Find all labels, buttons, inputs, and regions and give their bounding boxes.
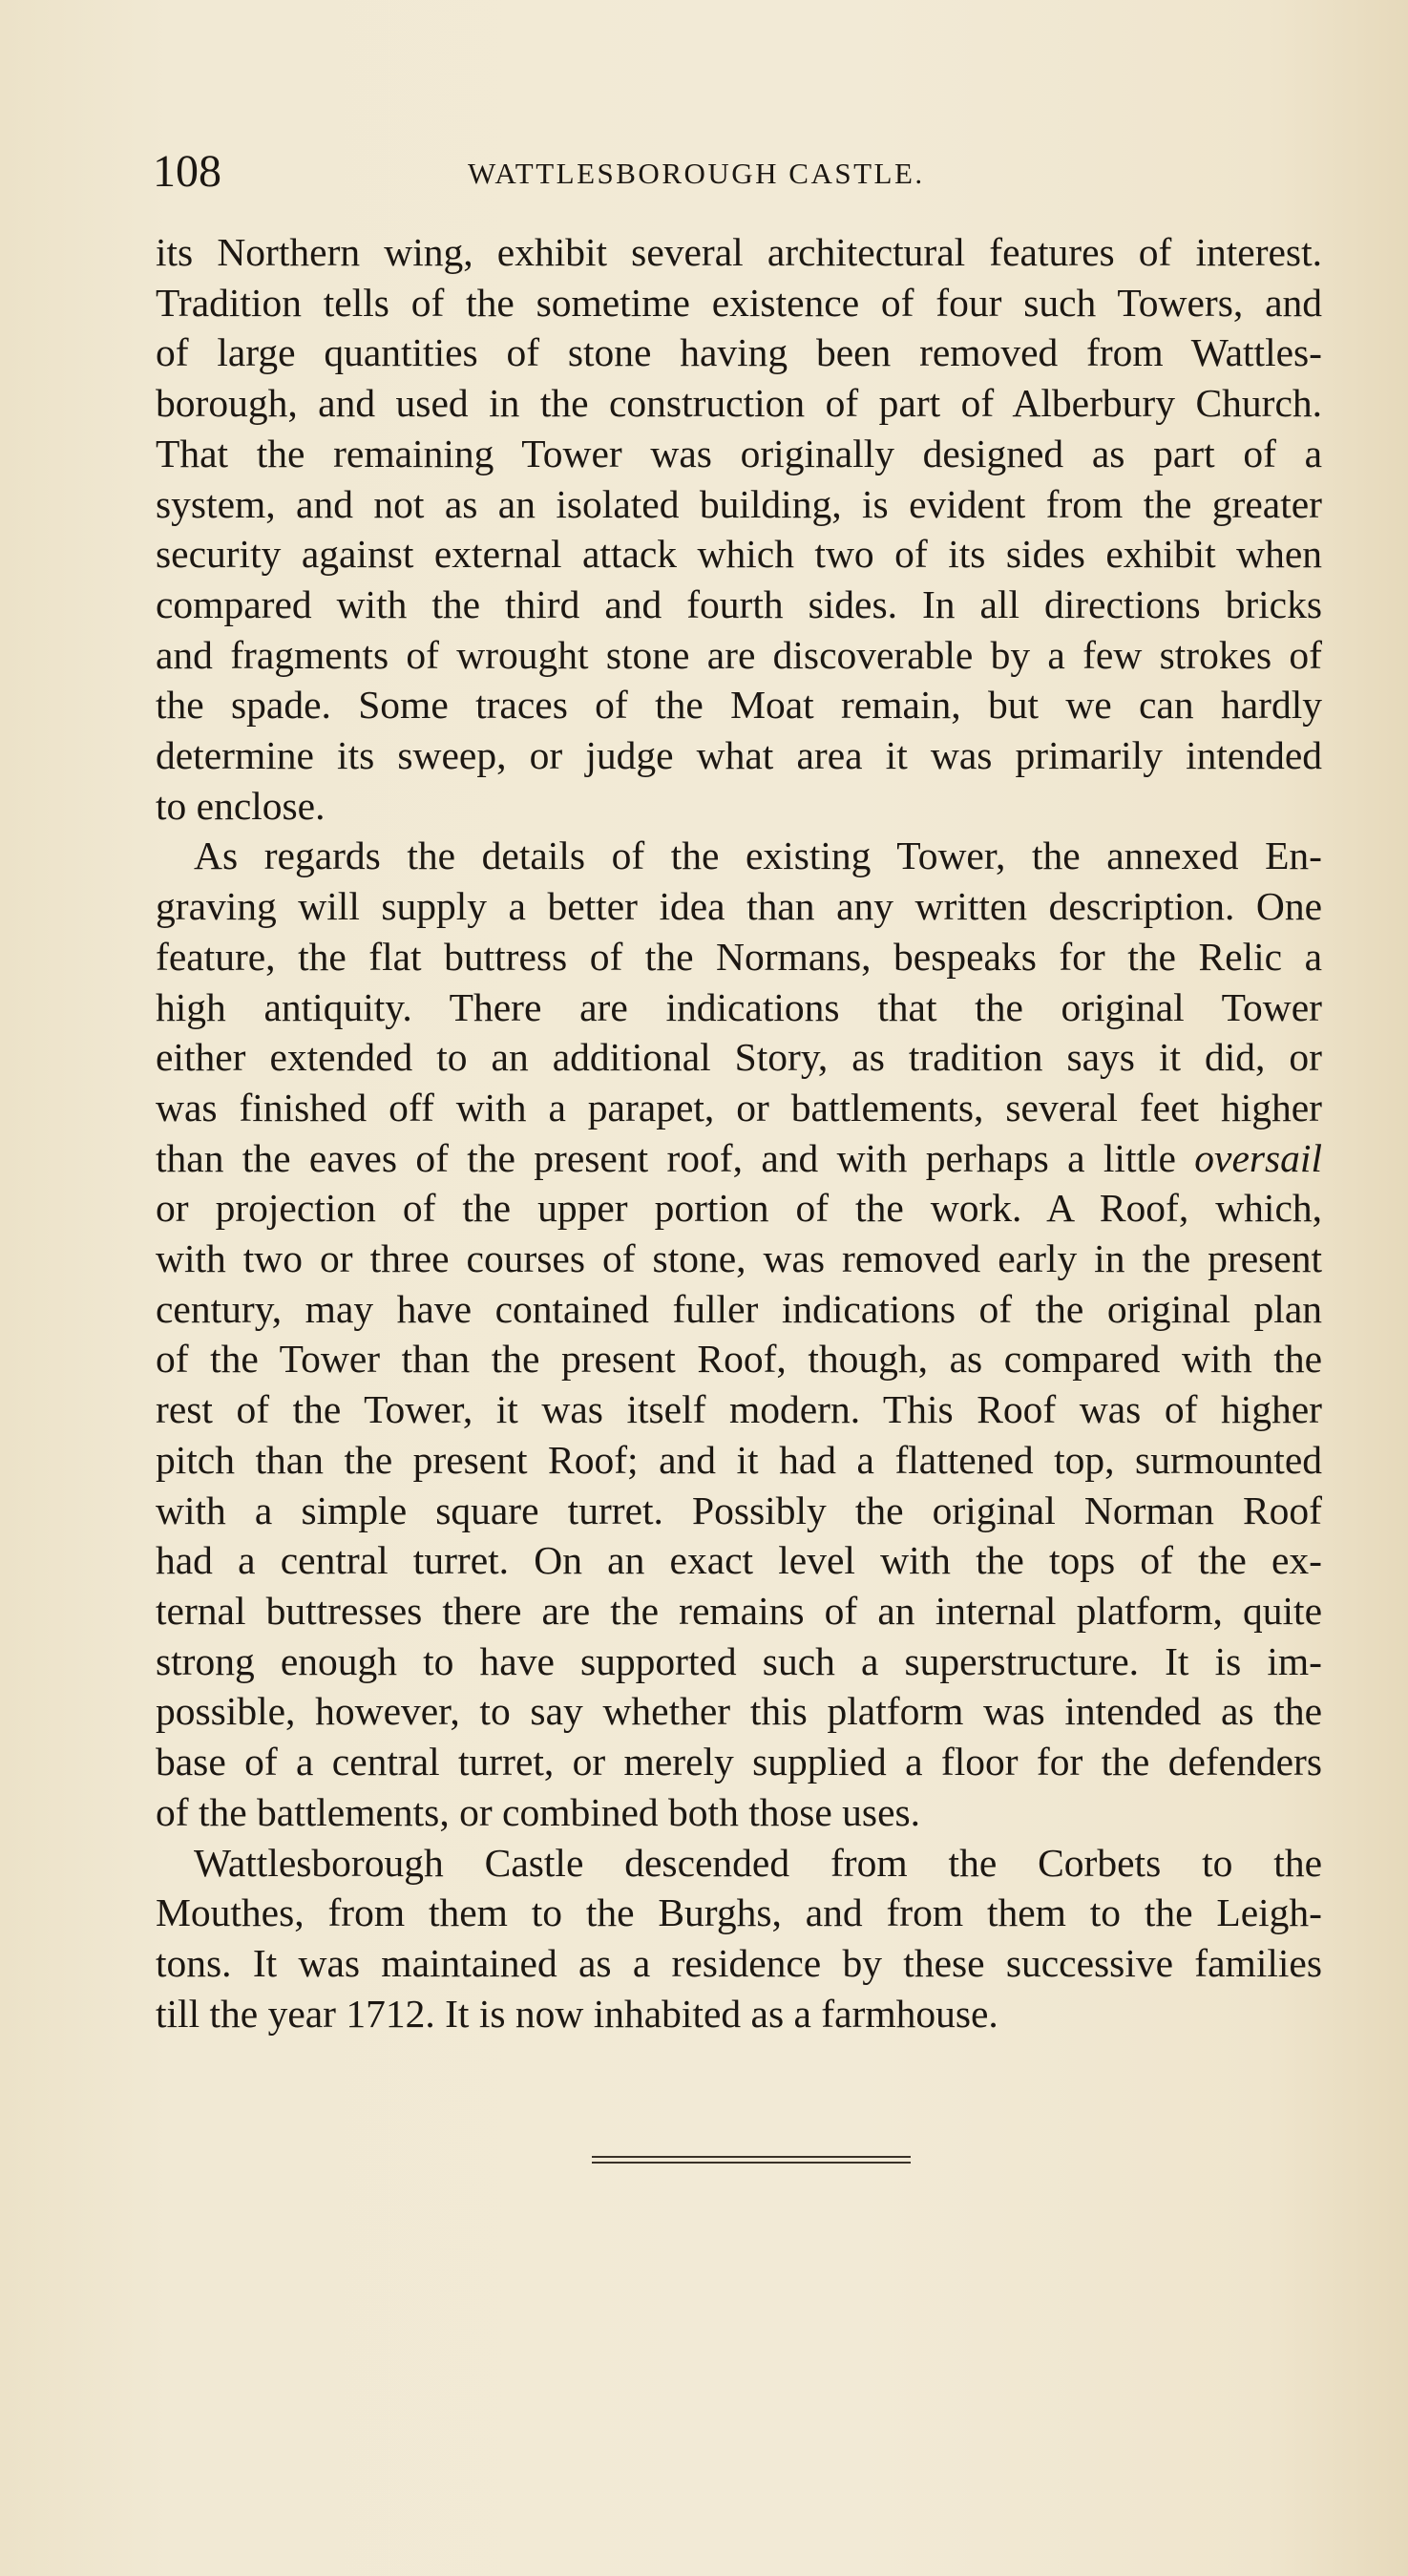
text-line: rest of the Tower, it was itself modern. This Roof was of higher	[156, 1387, 1322, 1432]
rule-line	[592, 2156, 911, 2158]
text-line: with two or three courses of stone, was removed early in the present	[156, 1236, 1322, 1281]
page-number: 108	[153, 146, 221, 197]
text-line: determine its sweep, or judge what area it was primarily intended	[156, 733, 1322, 778]
rule-line	[592, 2162, 911, 2164]
text-line: Wattlesborough Castle descended from the Corbets to the	[194, 1840, 1322, 1885]
text-line: with a simple square turret. Possibly the original Norman Roof	[156, 1488, 1322, 1532]
text-line: strong enough to have supported such a superstructure. It is im-	[156, 1638, 1322, 1683]
page-header	[153, 143, 1165, 201]
text-line: pitch than the present Roof; and it had a flattened top, surmounted	[156, 1437, 1322, 1482]
text-line: Tradition tells of the sometime existence of four such Towers, and	[156, 280, 1322, 325]
text-line: possible, however, to say whether this platform was intended as the	[156, 1689, 1322, 1734]
text-line: As regards the details of the existing Tower, the annexed En-	[194, 834, 1322, 878]
text-line: and fragments of wrought stone are discoverable by a few strokes of	[156, 632, 1322, 677]
text-line: base of a central turret, or merely supplied a floor for the defenders	[156, 1740, 1322, 1784]
text-line: or projection of the upper portion of the work. A Roof, which,	[156, 1186, 1322, 1231]
text-line: of the Tower than the present Roof, though, as compared with the	[156, 1337, 1322, 1382]
text-line: of the battlements, or combined both those uses.	[156, 1789, 921, 1834]
text-line: borough, and used in the construction of part of Alberbury Church.	[156, 381, 1322, 426]
paragraph-2	[156, 831, 1322, 1837]
text-line: ternal buttresses there are the remains of an internal platform, quite	[156, 1588, 1322, 1633]
end-rule	[592, 2156, 911, 2167]
italic-word: oversail	[1194, 1135, 1322, 1180]
paragraph-1	[156, 227, 1322, 831]
text-line: was finished off with a parapet, or battlements, several feet higher	[156, 1085, 1322, 1130]
text-line: century, may have contained fuller indications of the original plan	[156, 1286, 1322, 1331]
text-line: its Northern wing, exhibit several architectural features of interest.	[156, 230, 1322, 274]
text-line: That the remaining Tower was originally designed as part of a	[156, 431, 1322, 475]
text-line: system, and not as an isolated building, is evident from the greater	[156, 481, 1322, 526]
text-line: had a central turret. On an exact level with the tops of the ex-	[156, 1538, 1322, 1583]
text-line: graving will supply a better idea than any written description. One	[156, 884, 1322, 929]
text-line: Mouthes, from them to the Burghs, and from them to the Leigh-	[156, 1890, 1322, 1935]
text-line: either extended to an additional Story, as tradition says it did, or	[156, 1035, 1322, 1080]
text-line: till the year 1712. It is now inhabited as a farmhouse.	[156, 1991, 998, 2036]
text-line: high antiquity. There are indications that the original Tower	[156, 984, 1322, 1029]
text-line: to enclose.	[156, 783, 326, 828]
text-segment: than the eaves of the present roof, and with perhaps a little	[156, 1135, 1195, 1180]
text-line: feature, the flat buttress of the Normans, bespeaks for the Relic a	[156, 934, 1322, 979]
body-text	[156, 227, 1322, 2038]
text-line: security against external attack which two of its sides exhibit when	[156, 532, 1322, 577]
text-line: the spade. Some traces of the Moat remain, but we can hardly	[156, 683, 1322, 728]
text-line-with-italic	[156, 1133, 1322, 1184]
paragraph-3	[156, 1838, 1322, 2039]
running-head: WATTLESBOROUGH CASTLE.	[468, 157, 925, 190]
text-line: of large quantities of stone having been removed from Wattles-	[156, 330, 1322, 375]
text-line: tons. It was maintained as a residence by these successive families	[156, 1940, 1322, 1985]
text-line: compared with the third and fourth sides. In all directions bricks	[156, 581, 1322, 626]
